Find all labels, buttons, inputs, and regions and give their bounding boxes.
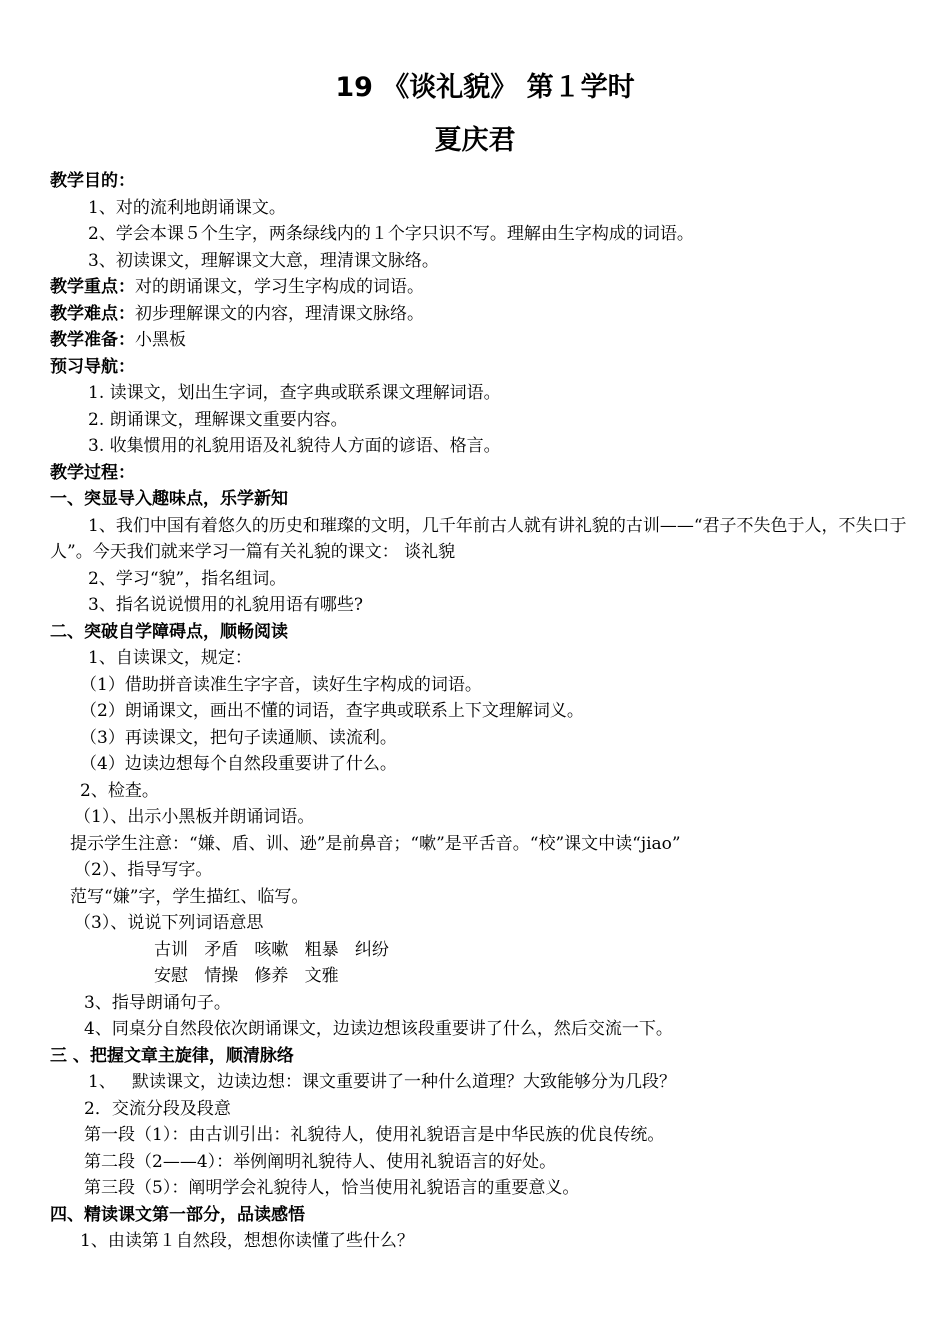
section2-step: 1、自读课文，规定： xyxy=(88,648,252,668)
section3-step: 1、 默读课文，边读边想：课文重要讲了一种什么道理？大致能够分为几段？ xyxy=(88,1072,677,1092)
key-points-line xyxy=(50,274,910,301)
section3-step: 2．交流分段及段意 xyxy=(84,1098,231,1119)
section3-heading: 三 、把握文章主旋律，顺清脉络 xyxy=(50,1045,294,1066)
section2-requirement: （4）边读边想每个自然段重要讲了什么。 xyxy=(80,754,397,774)
preview-heading: 预习导航： xyxy=(50,356,135,377)
vocabulary-row: 安慰 情操 修养 文雅 xyxy=(154,966,339,986)
section4-heading: 四、精读课文第一部分，品读感悟 xyxy=(50,1204,305,1225)
section2-check: （2）、指导写字。 xyxy=(74,860,213,880)
section2-step: 3、指导朗诵句子。 xyxy=(84,992,231,1013)
section1-paragraph: 1、我们中国有着悠久的历史和璀璨的文明，几千年前古人就有讲礼貌的古训——“君子不失色于人，不失口于人”。今天我们就来学习一篇有关礼貌的课文： 谈礼貌 xyxy=(50,515,907,562)
difficulties-text: 初步理解课文的内容，理清课文脉络。 xyxy=(135,303,424,324)
section3-part: 第一段（1）：由古训引出：礼貌待人，使用礼貌语言是中华民族的优良传统。 xyxy=(84,1125,665,1145)
preview-item: 2. 朗诵课文，理解课文重要内容。 xyxy=(88,409,348,430)
author-name: 夏庆君 xyxy=(434,125,516,156)
section3-part: 第二段（2——4）：举例阐明礼貌待人、使用礼貌语言的好处。 xyxy=(84,1151,557,1172)
section3-part: 第三段（5）：阐明学会礼貌待人，恰当使用礼貌语言的重要意义。 xyxy=(84,1178,580,1198)
section2-requirement: （1）借助拼音读准生字字音，读好生字构成的词语。 xyxy=(80,674,482,695)
key-points-label: 教学重点： xyxy=(50,277,135,297)
section4-step: 1、由读第１自然段，想想你读懂了些什么？ xyxy=(80,1231,414,1251)
section2-step: 4、同桌分自然段依次朗诵课文，边读边想该段重要讲了什么，然后交流一下。 xyxy=(84,1019,673,1039)
preparation-label: 教学准备： xyxy=(50,330,135,350)
section2-requirement: （3）再读课文，把句子读通顺、读流利。 xyxy=(80,727,397,748)
key-points-text: 对的朗诵课文，学习生字构成的词语。 xyxy=(135,277,424,297)
process-heading: 教学过程： xyxy=(50,462,135,483)
difficulties-label: 教学难点： xyxy=(50,303,135,324)
section2-heading: 二、突破自学障碍点，顺畅阅读 xyxy=(50,621,288,642)
section2-note: 范写“嫌”字，学生描红、临写。 xyxy=(70,886,309,907)
preparation-line xyxy=(50,327,910,354)
preview-item: 3. 收集惯用的礼貌用语及礼貌待人方面的谚语、格言。 xyxy=(88,436,501,456)
objective-item: 1、对的流利地朗诵课文。 xyxy=(88,197,286,218)
section2-step: 2、检查。 xyxy=(80,780,159,801)
objectives-heading: 教学目的： xyxy=(50,171,135,191)
difficulties-line xyxy=(50,301,910,328)
section1-item: 2、学习“貌”，指名组词。 xyxy=(88,568,287,589)
section2-requirement: （2）朗诵课文，画出不懂的词语，查字典或联系上下文理解词义。 xyxy=(80,701,584,721)
preview-item: 1. 读课文，划出生字词，查字典或联系课文理解词语。 xyxy=(88,383,501,403)
objective-item: 2、学会本课５个生字，两条绿线内的１个字只识不写。理解由生字构成的词语。 xyxy=(88,224,694,244)
preparation-text: 小黑板 xyxy=(135,330,186,350)
vocabulary-row: 古训 矛盾 咳嗽 粗暴 纠纷 xyxy=(154,939,389,960)
section2-check: （1）、出示小黑板并朗诵词语。 xyxy=(74,807,315,827)
document-title: 19 《谈礼貌》 第１学时 xyxy=(335,72,635,103)
section1-item: 3、指名说说惯用的礼貌用语有哪些? xyxy=(88,595,363,615)
objective-item: 3、初读课文，理解课文大意，理清课文脉络。 xyxy=(88,250,439,271)
document-body xyxy=(50,168,910,1255)
section2-note: 提示学生注意：“嫌、盾、训、逊”是前鼻音；“嗽”是平舌音。“校”课文中读“jiao” xyxy=(70,833,681,854)
section2-check: （3）、说说下列词语意思 xyxy=(74,913,264,933)
section1-heading: 一、突显导入趣味点，乐学新知 xyxy=(50,489,288,509)
